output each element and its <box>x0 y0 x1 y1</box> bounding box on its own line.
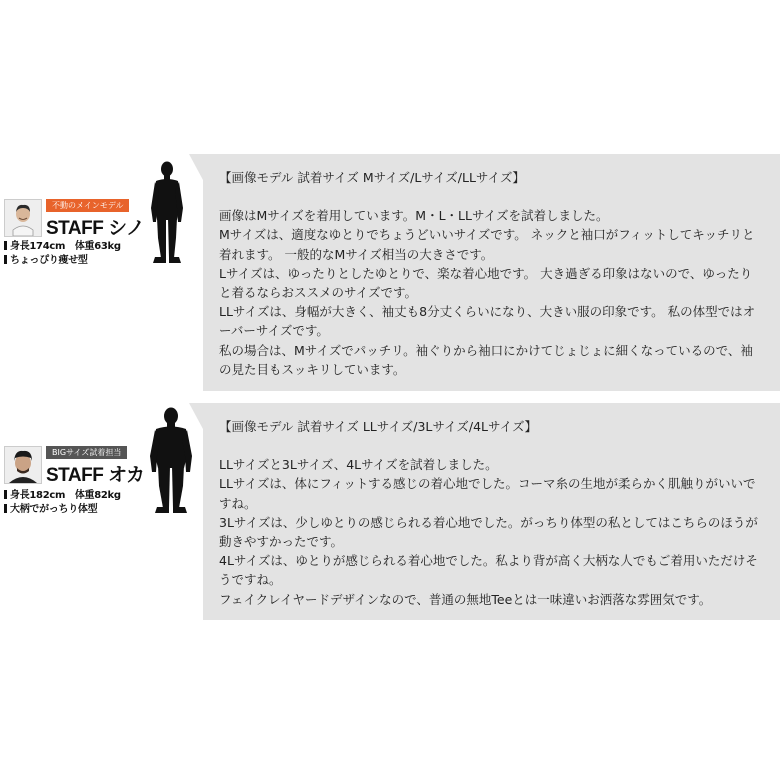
height-weight: 身長174cm 体重63kg <box>4 237 121 252</box>
role-badge: BIGサイズ試着担当 <box>46 446 127 459</box>
body-type: 大柄でがっちり体型 <box>4 500 97 515</box>
body-type: ちょっぴり痩せ型 <box>4 251 88 266</box>
staff-name: STAFF オカ <box>46 465 145 486</box>
review-paragraph: LLサイズは、体にフィットする感じの着心地でした。コーマ糸の生地が柔らかく肌触りがいいですね。 <box>219 476 756 511</box>
review-bubble <box>203 154 780 391</box>
review-text <box>219 168 758 379</box>
review-text <box>219 417 758 609</box>
staff-name: STAFF シノ <box>46 218 145 239</box>
person-photo-icon <box>5 200 41 236</box>
review-bubble <box>203 403 780 620</box>
role-badge: 不動のメインモデル <box>46 199 129 212</box>
person-photo-icon <box>5 447 41 483</box>
review-title: 【画像モデル 試着サイズ LLサイズ/3Lサイズ/4Lサイズ】 <box>219 419 538 434</box>
standing-man-slim-icon <box>146 160 188 266</box>
review-paragraph: 画像はMサイズを着用しています。M・L・LLサイズを試着しました。 <box>219 208 609 224</box>
review-paragraph: フェイクレイヤードデザインなので、普通の無地Teeとは一味違いお洒落な雰囲気です。 <box>219 591 712 607</box>
avatar <box>4 199 42 237</box>
avatar <box>4 446 42 484</box>
review-paragraph: 私の場合は、Mサイズでパッチリ。袖ぐりから袖口にかけてじょじょに細くなっているので、袖の見た目もスッキリしています。 <box>219 342 753 377</box>
review-paragraph: LLサイズは、身幅が大きく、袖丈も8分丈くらいになり、大きい服の印象です。 私の体型ではオーバーサイズです。 <box>219 304 756 339</box>
review-paragraph: Mサイズは、適度なゆとりでちょうどいいサイズです。 ネックと袖口がフィットしてキッチリと着れます。 一般的なMサイズ相当の大きさです。 <box>219 227 755 262</box>
review-paragraph: 4Lサイズは、ゆとりが感じられる着心地でした。私より背が高く大柄な人でもご着用いただけそうですね。 <box>219 553 758 588</box>
height-weight: 身長182cm 体重82kg <box>4 486 121 501</box>
review-title: 【画像モデル 試着サイズ Mサイズ/Lサイズ/LLサイズ】 <box>219 170 525 185</box>
review-paragraph: Lサイズは、ゆったりとしたゆとりで、楽な着心地です。 大き過ぎる印象はないので、ゆったりと着るならおススメのサイズです。 <box>219 265 753 301</box>
standing-man-broad-icon <box>147 406 195 516</box>
review-paragraph: LLサイズと3Lサイズ、4Lサイズを試着しました。 <box>219 457 498 473</box>
review-paragraph: 3Lサイズは、少しゆとりの感じられる着心地でした。がっちり体型の私としてはこちらのほうが動きやすかったです。 <box>219 514 758 550</box>
